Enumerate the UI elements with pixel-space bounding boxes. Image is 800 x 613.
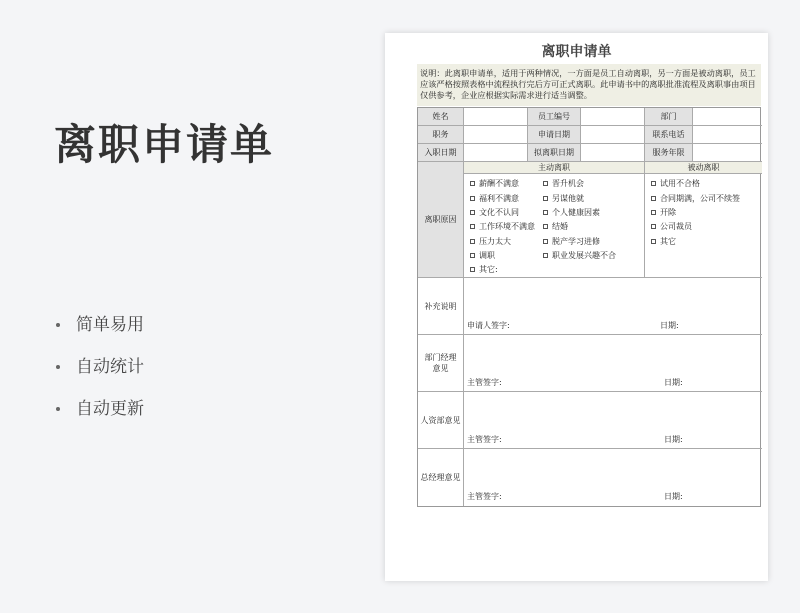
checkbox-icon[interactable] <box>651 239 656 244</box>
reason-option[interactable] <box>470 236 511 247</box>
signer-label: 主管签字: <box>467 435 502 444</box>
feature-item <box>56 310 144 352</box>
reason-option[interactable] <box>470 178 519 189</box>
reason-option[interactable] <box>543 221 568 232</box>
feature-item <box>56 352 144 394</box>
option-label: 另谋他就 <box>552 194 584 203</box>
signer-label: 主管签字: <box>467 492 502 501</box>
label-join-date: 入职日期 <box>418 144 464 162</box>
option-label: 福利不满意 <box>479 194 519 203</box>
value-leave-date[interactable] <box>581 144 645 162</box>
form-table <box>417 107 761 507</box>
reason-option[interactable] <box>651 193 740 204</box>
signer-label: 主管签字: <box>467 378 502 387</box>
label-emp-id: 员工编号 <box>528 108 581 126</box>
label-supplement: 补充说明 <box>418 278 464 335</box>
bullet-icon <box>56 323 60 327</box>
checkbox-icon[interactable] <box>651 210 656 215</box>
option-label: 调职 <box>479 251 495 260</box>
reason-option[interactable] <box>543 236 600 247</box>
date-label: 日期: <box>664 435 683 444</box>
option-label: 合同期满，公司不续签 <box>660 194 740 203</box>
bullet-icon <box>56 407 60 411</box>
form-preview <box>385 33 768 581</box>
option-label: 试用不合格 <box>660 179 700 188</box>
label-position: 职务 <box>418 126 464 144</box>
option-label: 薪酬不满意 <box>479 179 519 188</box>
dept-manager-area[interactable] <box>464 335 762 392</box>
feature-item <box>56 394 144 436</box>
value-service-years[interactable] <box>693 144 762 162</box>
bullet-icon <box>56 365 60 369</box>
checkbox-icon[interactable] <box>470 253 475 258</box>
signer-label: 申请人签字: <box>467 321 510 330</box>
label-dept: 部门 <box>645 108 693 126</box>
reason-option[interactable] <box>543 193 584 204</box>
form-intro: 说明：此离职申请单，适用于两种情况，一方面是员工自动离职，另一方面是被动离职，员工应该严格按照表格中流程执行完后方可正式离职。此申请书中的离职批准流程及离职事由项目仅供参考，企业应根据实际需求进行适当调整。 <box>417 64 761 106</box>
checkbox-icon[interactable] <box>543 239 548 244</box>
checkbox-icon[interactable] <box>470 239 475 244</box>
reason-option[interactable] <box>470 250 495 261</box>
hero-title: 离职申请单 <box>54 120 275 169</box>
checkbox-icon[interactable] <box>470 224 475 229</box>
reason-option[interactable] <box>470 264 498 275</box>
value-dept[interactable] <box>693 108 762 126</box>
label-leave-date: 拟离职日期 <box>528 144 581 162</box>
value-emp-id[interactable] <box>581 108 645 126</box>
checkbox-icon[interactable] <box>543 210 548 215</box>
checkbox-icon[interactable] <box>543 253 548 258</box>
value-phone[interactable] <box>693 126 762 144</box>
checkbox-icon[interactable] <box>470 210 475 215</box>
checkbox-icon[interactable] <box>470 181 475 186</box>
reason-option[interactable] <box>470 221 535 232</box>
option-label: 工作环境不满意 <box>479 222 535 231</box>
option-label: 开除 <box>660 208 676 217</box>
date-label: 日期: <box>664 492 683 501</box>
checkbox-icon[interactable] <box>543 224 548 229</box>
value-position[interactable] <box>464 126 528 144</box>
option-label: 晋升机会 <box>552 179 584 188</box>
option-label: 个人健康因素 <box>552 208 600 217</box>
option-label: 职业发展兴趣不合 <box>552 251 616 260</box>
option-label: 文化不认同 <box>479 208 519 217</box>
value-apply-date[interactable] <box>581 126 645 144</box>
label-dept-manager: 部门经理意见 <box>418 335 464 392</box>
label-reason: 离职原因 <box>418 162 464 278</box>
feature-label: 简单易用 <box>76 315 144 335</box>
checkbox-icon[interactable] <box>651 181 656 186</box>
date-label: 日期: <box>664 378 683 387</box>
option-label: 结婚 <box>552 222 568 231</box>
reason-option[interactable] <box>543 178 584 189</box>
reason-option[interactable] <box>543 207 600 218</box>
form-title: 离职申请单 <box>541 44 612 60</box>
reason-option[interactable] <box>470 207 519 218</box>
checkbox-icon[interactable] <box>651 224 656 229</box>
feature-list <box>56 310 144 436</box>
checkbox-icon[interactable] <box>470 267 475 272</box>
feature-label: 自动更新 <box>76 399 144 419</box>
reason-option[interactable] <box>651 236 676 247</box>
label-phone: 联系电话 <box>645 126 693 144</box>
value-name[interactable] <box>464 108 528 126</box>
label-apply-date: 申请日期 <box>528 126 581 144</box>
label-service-years: 服务年限 <box>645 144 693 162</box>
checkbox-icon[interactable] <box>470 196 475 201</box>
option-label: 其它 <box>660 237 676 246</box>
label-name: 姓名 <box>418 108 464 126</box>
value-join-date[interactable] <box>464 144 528 162</box>
passive-header: 被动离职 <box>645 162 762 174</box>
hr-area[interactable] <box>464 392 762 449</box>
reason-option[interactable] <box>651 207 676 218</box>
label-gm: 总经理意见 <box>418 449 464 506</box>
voluntary-header: 主动离职 <box>464 162 645 174</box>
option-label: 其它: <box>479 265 498 274</box>
option-label: 公司裁员 <box>660 222 692 231</box>
checkbox-icon[interactable] <box>543 181 548 186</box>
reason-option[interactable] <box>651 221 692 232</box>
reason-option[interactable] <box>651 178 700 189</box>
feature-label: 自动统计 <box>76 357 144 377</box>
reason-option[interactable] <box>543 250 616 261</box>
checkbox-icon[interactable] <box>651 196 656 201</box>
label-hr: 人资部意见 <box>418 392 464 449</box>
gm-area[interactable] <box>464 449 762 506</box>
date-label: 日期: <box>660 321 679 330</box>
option-label: 脱产学习进修 <box>552 237 600 246</box>
checkbox-icon[interactable] <box>543 196 548 201</box>
reason-option[interactable] <box>470 193 519 204</box>
option-label: 压力太大 <box>479 237 511 246</box>
